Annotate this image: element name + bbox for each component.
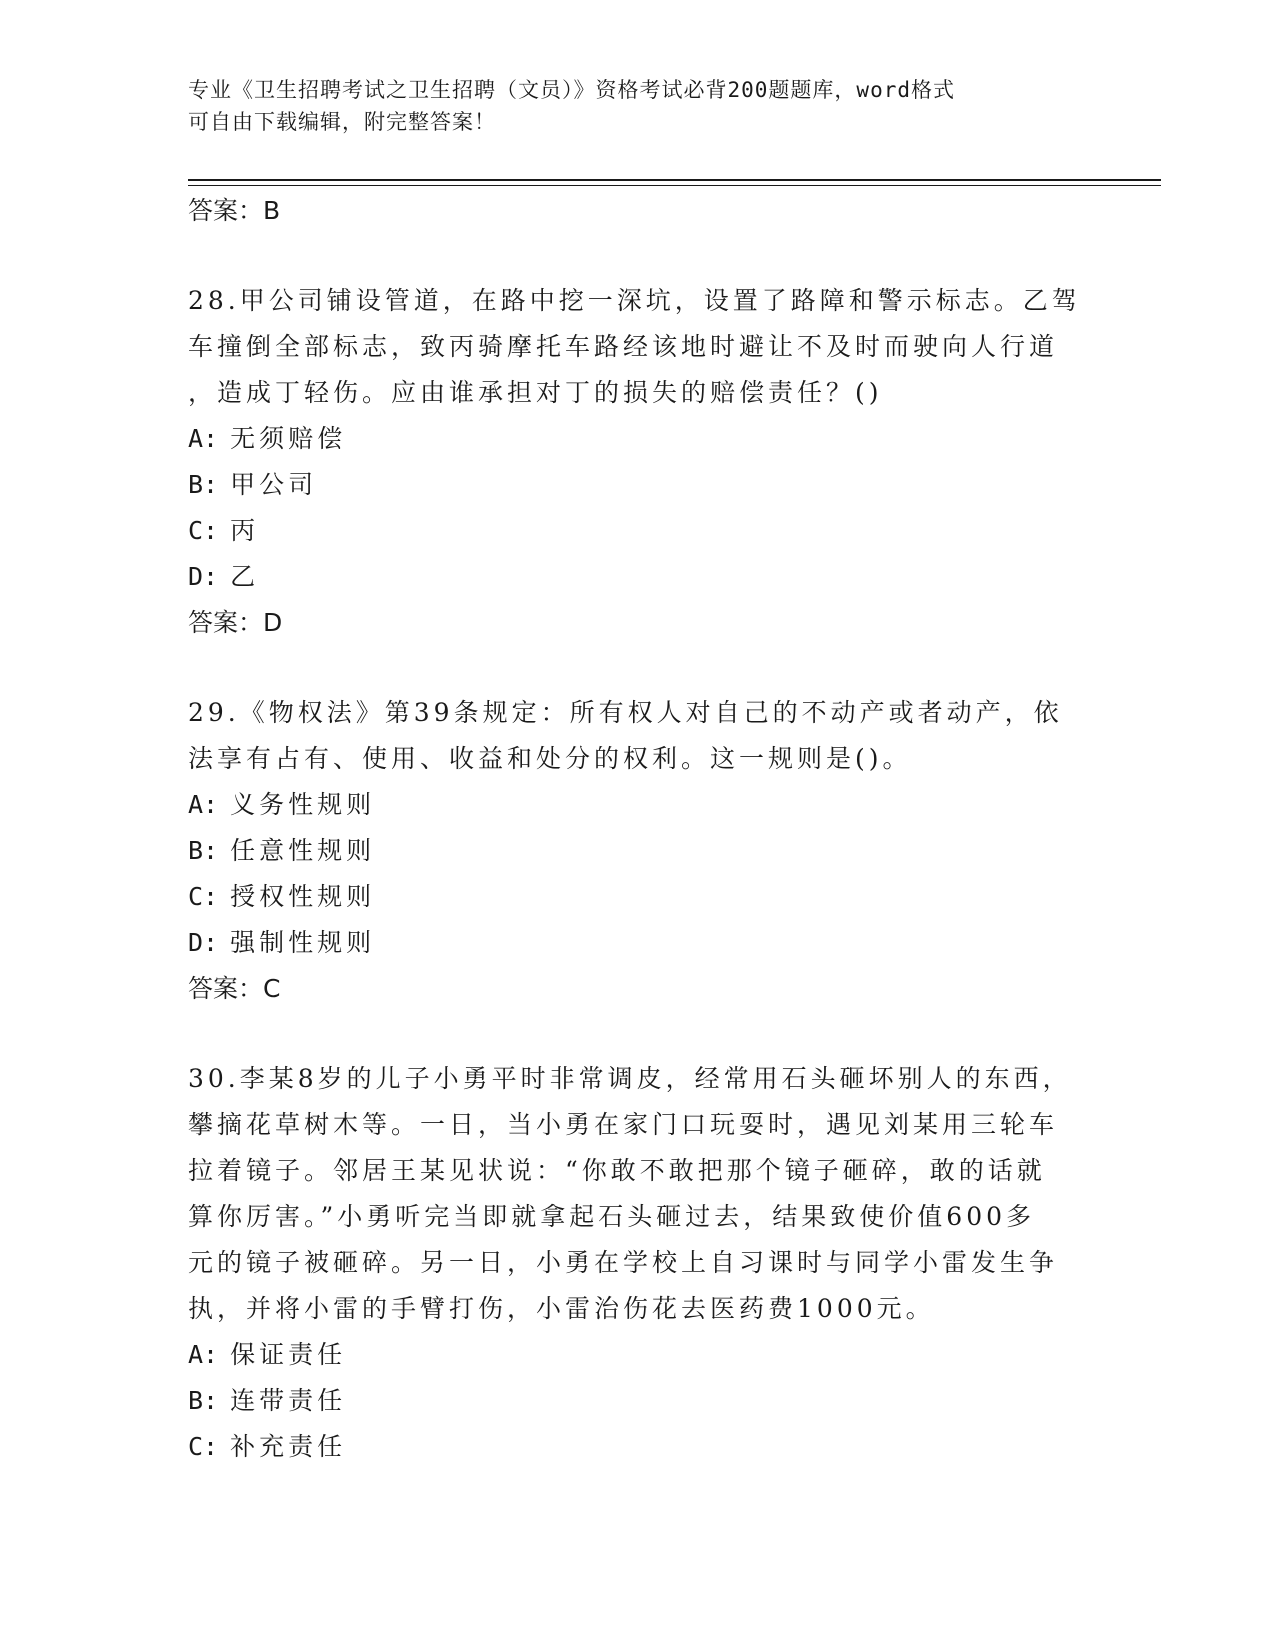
question-text-line: 28.甲公司铺设管道，在路中挖一深坑，设置了路障和警示标志。乙驾: [188, 286, 1081, 315]
option-letter: C:: [188, 1432, 219, 1461]
option-letter: A:: [188, 1340, 219, 1369]
option-letter: A:: [188, 424, 219, 453]
option-letter: D:: [188, 562, 219, 591]
option-b: [188, 828, 1088, 874]
question-text-line: 30.李某8岁的儿子小勇平时非常调皮，经常用石头砸坏别人的东西，: [188, 1064, 1072, 1093]
option-b: [188, 462, 1088, 508]
option-text: 补充责任: [230, 1432, 347, 1461]
header-divider-thin: [188, 185, 1161, 186]
option-letter: B:: [188, 836, 219, 865]
header-line: 专业《卫生招聘考试之卫生招聘（文员）》资格考试必背200题题库，word格式: [188, 78, 955, 102]
option-text: 无须赔偿: [230, 424, 347, 453]
question-29: [188, 690, 1088, 1012]
option-text: 强制性规则: [230, 928, 376, 957]
option-text: 丙: [230, 516, 260, 545]
question-text-line: 拉着镜子。邻居王某见状说：“你敢不敢把那个镜子砸碎，敢的话就: [188, 1156, 1046, 1185]
document-header: [188, 74, 1068, 138]
option-letter: B:: [188, 470, 219, 499]
answer-label: 答案：D: [188, 608, 283, 637]
question-text-line: 法享有占有、使用、收益和处分的权利。这一规则是()。: [188, 744, 912, 773]
option-letter: C:: [188, 516, 219, 545]
question-28: [188, 278, 1088, 646]
answer-label: 答案：B: [188, 196, 281, 225]
header-line: 可自由下载编辑，附完整答案！: [188, 110, 496, 134]
header-divider: [188, 179, 1161, 181]
option-text: 保证责任: [230, 1340, 347, 1369]
question-text-line: 元的镜子被砸碎。另一日，小勇在学校上自习课时与同学小雷发生争: [188, 1248, 1059, 1277]
question-text-line: 执，并将小雷的手臂打伤，小雷治伤花去医药费1000元。: [188, 1294, 935, 1323]
option-d: [188, 920, 1088, 966]
option-letter: D:: [188, 928, 219, 957]
option-letter: C:: [188, 882, 219, 911]
option-text: 任意性规则: [230, 836, 376, 865]
option-text: 连带责任: [230, 1386, 347, 1415]
option-letter: B:: [188, 1386, 219, 1415]
option-text: 甲公司: [230, 470, 318, 499]
question-30: [188, 1056, 1088, 1470]
answer-label: 答案：C: [188, 974, 281, 1003]
option-text: 授权性规则: [230, 882, 376, 911]
question-text-line: ，造成丁轻伤。应由谁承担对丁的损失的赔偿责任？(): [188, 378, 883, 407]
option-c: [188, 1424, 1088, 1470]
option-text: 义务性规则: [230, 790, 376, 819]
question-text-line: 车撞倒全部标志，致丙骑摩托车路经该地时避让不及时而驶向人行道: [188, 332, 1059, 361]
document-body: [188, 188, 1088, 1470]
question-text-line: 29.《物权法》第39条规定：所有权人对自己的不动产或者动产，依: [188, 698, 1063, 727]
question-text-line: 算你厉害。”小勇听完当即就拿起石头砸过去，结果致使价值600多: [188, 1202, 1036, 1231]
option-c: [188, 874, 1088, 920]
option-letter: A:: [188, 790, 219, 819]
option-a: [188, 782, 1088, 828]
option-a: [188, 1332, 1088, 1378]
option-a: [188, 416, 1088, 462]
option-text: 乙: [230, 562, 260, 591]
option-d: [188, 554, 1088, 600]
option-c: [188, 508, 1088, 554]
option-b: [188, 1378, 1088, 1424]
question-text-line: 攀摘花草树木等。一日，当小勇在家门口玩耍时，遇见刘某用三轮车: [188, 1110, 1059, 1139]
